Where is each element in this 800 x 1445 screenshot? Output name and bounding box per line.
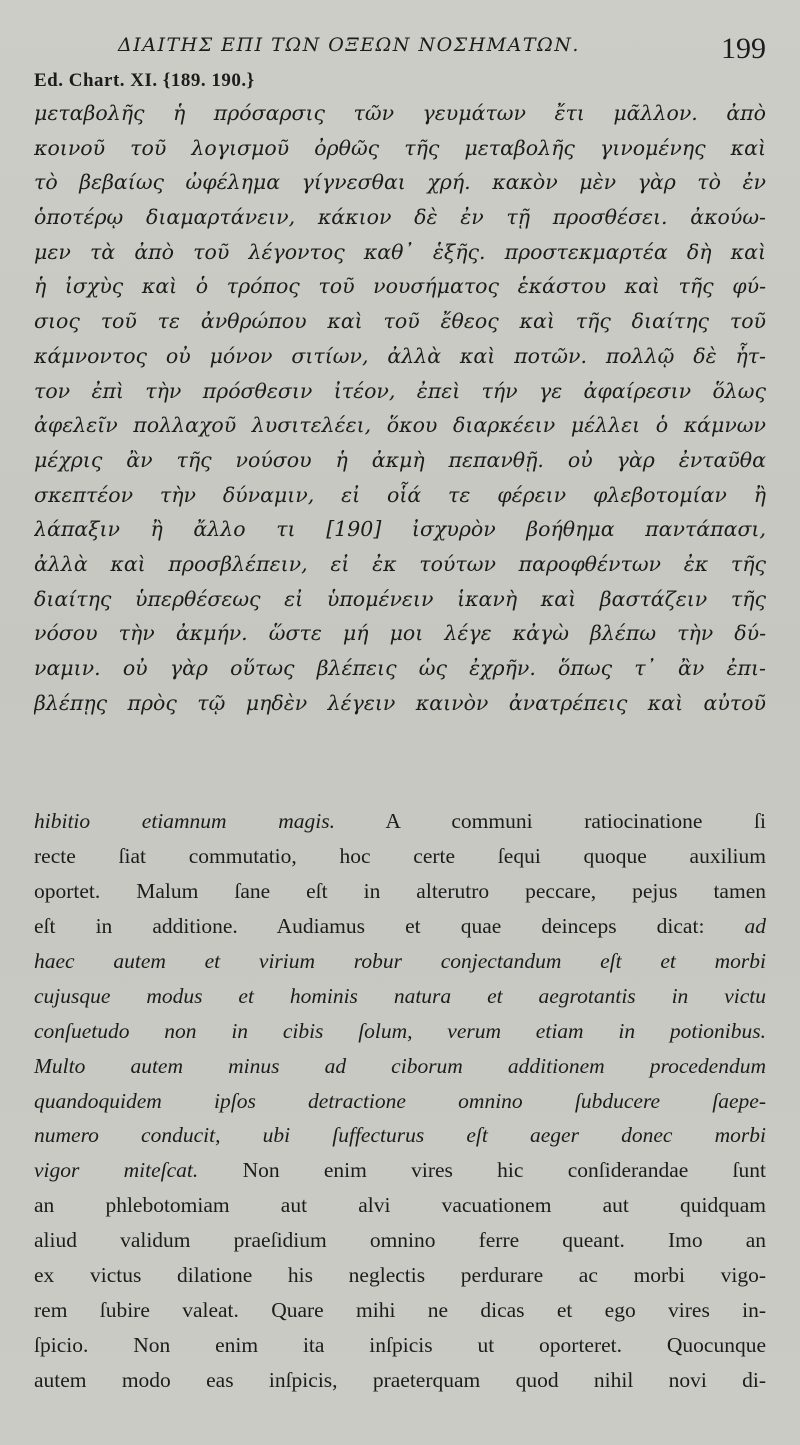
latin-line-roman-part: A communi ratiocinatione ſi xyxy=(334,809,766,833)
greek-line: μέχρις ἂν τῆς νούσου ἡ ἀκμὴ πεπανθῇ. οὐ γὰρ ἐνταῦθα xyxy=(34,447,766,472)
latin-line: quandoquidem ipſos detractione omnino ſubducere ſaepe- xyxy=(34,1088,766,1113)
latin-line xyxy=(34,1153,766,1188)
greek-line: μεταβολῆς ἡ πρόσαρσις τῶν γευμάτων ἔτι μᾶλλον. ἀπὸ xyxy=(34,101,766,125)
greek-line: νόσου τὴν ἀκμήν. ὥστε μή μοι λέγε κἀγὼ βλέπω τὴν δύ- xyxy=(34,621,766,646)
latin-line-roman-part: Non enim vires hic conſiderandae ſunt xyxy=(198,1158,766,1183)
latin-line: conſuetudo non in cibis ſolum, verum etiam in potionibus. xyxy=(34,1018,766,1043)
latin-line: ſpicio. Non enim ita inſpicis ut oporteret. Quocunque xyxy=(34,1333,766,1358)
greek-line: κοινοῦ τοῦ λογισμοῦ ὀρθῶς τῆς μεταβολῆς γινομένης καὶ xyxy=(34,135,766,160)
latin-line-italic-part: vigor miteſcat. xyxy=(34,1158,199,1183)
latin-line-roman-part: eſt in additione. Audiamus et quae deinceps dicat: xyxy=(34,913,745,938)
latin-line: haec autem et virium robur conjectandum eſt et morbi xyxy=(34,948,766,973)
latin-line: recte ſiat commutatio, hoc certe ſequi quoque auxilium xyxy=(34,843,766,868)
greek-line: βλέπῃς πρὸς τῷ μηδὲν λέγειν καινὸν ἀνατρέπεις καὶ αὐτοῦ xyxy=(34,690,766,715)
latin-text-block xyxy=(34,804,766,1398)
latin-line: aliud validum praeſidium omnino ferre queant. Imo an xyxy=(34,1228,766,1253)
greek-line: μεν τὰ ἀπὸ τοῦ λέγοντος καθ᾽ ἑξῆς. προστεκμαρτέα δὴ καὶ xyxy=(34,239,766,264)
page-number: 199 xyxy=(721,32,766,65)
latin-line xyxy=(34,804,766,839)
latin-line: autem modo eas inſpicis, praeterquam quod nihil novi di- xyxy=(34,1368,766,1392)
greek-line: λάπαξιν ἢ ἄλλο τι [190] ἰσχυρὸν βοήθημα παντάπασι, xyxy=(34,517,766,542)
latin-line-italic-part: ad xyxy=(744,913,766,938)
greek-line: τὸ βεβαίως ὠφέλημα γίγνεσθαι χρή. κακὸν μὲν γὰρ τὸ ἐν xyxy=(34,170,766,195)
greek-line: ἡ ἰσχὺς καὶ ὁ τρόπος τοῦ νουσήματος ἑκάστου καὶ τῆς φύ- xyxy=(34,274,766,299)
latin-line-italic-part: hibitio etiamnum magis. xyxy=(34,809,335,833)
greek-line: ναμιν. οὐ γὰρ οὕτως βλέπεις ὡς ἐχρῆν. ὅπως τ᾽ ἂν ἐπι- xyxy=(34,656,766,680)
latin-line: oportet. Malum ſane eſt in alterutro peccare, pejus tamen xyxy=(34,878,766,903)
running-title: ΔΙΑΙΤΗΣ ΕΠΙ ΤΩΝ ΟΞΕΩΝ ΝΟΣΗΜΑΤΩΝ. xyxy=(118,34,580,56)
latin-line: an phlebotomiam aut alvi vacuationem aut quidquam xyxy=(34,1193,766,1218)
greek-line: σιος τοῦ τε ἀνθρώπου καὶ τοῦ ἔθεος καὶ τῆς διαίτης τοῦ xyxy=(34,309,766,334)
latin-line: Multo autem minus ad ciborum additionem procedendum xyxy=(34,1053,766,1078)
greek-line: ἀλλὰ καὶ προσβλέπειν, εἰ ἐκ τούτων παροφθέντων ἐκ τῆς xyxy=(34,551,766,576)
latin-line xyxy=(34,909,766,944)
latin-line: rem ſubire valeat. Quare mihi ne dicas et ego vires in- xyxy=(34,1298,766,1323)
greek-line: ὁποτέρῳ διαμαρτάνειν, κάκιον δὲ ἐν τῇ προσθέσει. ἀκούω- xyxy=(34,205,766,230)
latin-line: ex victus dilatione his neglectis perdurare ac morbi vigo- xyxy=(34,1263,766,1288)
greek-line: τον ἐπὶ τὴν πρόσθεσιν ἰτέον, ἐπεὶ τήν γε ἀφαίρεσιν ὅλως xyxy=(34,378,766,403)
edition-reference: Ed. Chart. XI. {189. 190.} xyxy=(34,70,255,91)
greek-text-block xyxy=(34,96,766,720)
greek-line: κάμνοντος οὐ μόνον σιτίων, ἀλλὰ καὶ ποτῶν. πολλῷ δὲ ἧτ- xyxy=(34,343,766,368)
latin-line: cujusque modus et hominis natura et aegrotantis in victu xyxy=(34,983,766,1008)
greek-line: σκεπτέον τὴν δύναμιν, εἰ οἷά τε φέρειν φλεβοτομίαν ἢ xyxy=(34,482,766,507)
latin-line: numero conducit, ubi ſuffecturus eſt aeger donec morbi xyxy=(34,1123,766,1148)
greek-line: διαίτης ὑπερθέσεως εἰ ὑπομένειν ἱκανὴ καὶ βαστάζειν τῆς xyxy=(34,586,766,611)
greek-line: ἀφελεῖν πολλαχοῦ λυσιτελέει, ὅκου διαρκέειν μέλλει ὁ κάμνων xyxy=(34,413,766,438)
